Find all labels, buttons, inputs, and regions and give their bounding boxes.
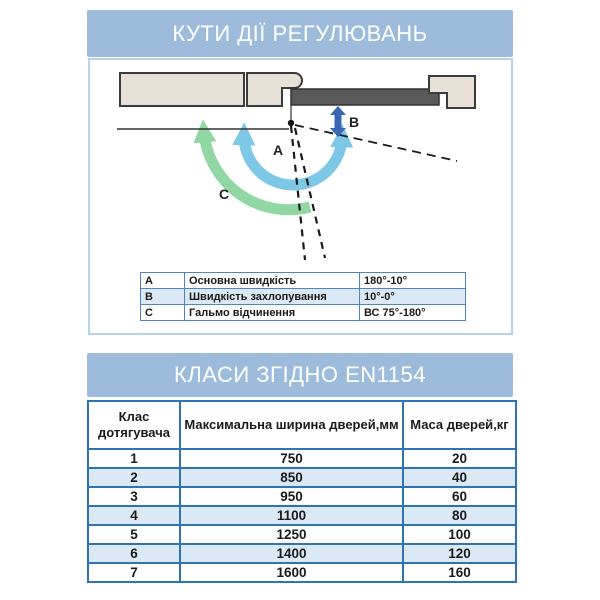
mass-cell: 80	[403, 506, 516, 525]
mass-cell: 160	[403, 563, 516, 582]
mass-cell: 60	[403, 487, 516, 506]
angle-value: ВС 75°-180°	[360, 305, 466, 321]
angle-key: B	[141, 289, 185, 305]
table-header-row	[88, 401, 516, 449]
width-cell: 750	[180, 449, 403, 468]
section2-title: КЛАСИ ЗГІДНО EN1154	[174, 362, 426, 387]
header-class: Клас дотягувача	[88, 401, 180, 449]
width-cell: 950	[180, 487, 403, 506]
angle-name: Гальмо відчинення	[185, 305, 360, 321]
class-cell: 1	[88, 449, 180, 468]
diagram-label-a: A	[273, 142, 284, 158]
mass-cell: 120	[403, 544, 516, 563]
mass-cell: 100	[403, 525, 516, 544]
class-cell: 2	[88, 468, 180, 487]
table-row	[88, 563, 516, 582]
angle-reference-line-0deg	[291, 126, 305, 260]
width-cell: 1100	[180, 506, 403, 525]
section2-title-banner	[87, 353, 513, 397]
table-row	[141, 289, 466, 305]
arrow-b-latch-action	[330, 106, 346, 137]
mass-cell: 20	[403, 449, 516, 468]
angle-value: 10°-0°	[360, 289, 466, 305]
header-mass: Маса дверей,кг	[403, 401, 516, 449]
class-cell: 5	[88, 525, 180, 544]
angles-table	[140, 272, 466, 321]
angle-name: Швидкість захлопування	[185, 289, 360, 305]
class-cell: 7	[88, 563, 180, 582]
door-leaf	[120, 73, 244, 106]
section1-title: КУТИ ДІЇ РЕГУЛЮВАНЬ	[172, 20, 428, 46]
class-cell: 3	[88, 487, 180, 506]
table-row	[141, 305, 466, 321]
closer-body	[291, 89, 439, 105]
section1-title-banner	[87, 10, 513, 57]
width-cell: 1250	[180, 525, 403, 544]
pivot-dot	[288, 120, 294, 126]
table-row	[88, 544, 516, 563]
width-cell: 850	[180, 468, 403, 487]
class-cell: 4	[88, 506, 180, 525]
classes-table	[87, 400, 517, 583]
table-row	[88, 506, 516, 525]
class-cell: 6	[88, 544, 180, 563]
table-row	[141, 273, 466, 289]
angle-reference-line-closing	[295, 128, 325, 258]
header-max-width: Максимальна ширина дверей,мм	[180, 401, 403, 449]
width-cell: 1400	[180, 544, 403, 563]
table-row	[88, 525, 516, 544]
angle-value: 180°-10°	[360, 273, 466, 289]
diagram-label-b: B	[349, 114, 360, 130]
angle-name: Основна швидкість	[185, 273, 360, 289]
table-row	[88, 487, 516, 506]
width-cell: 1600	[180, 563, 403, 582]
mass-cell: 40	[403, 468, 516, 487]
angle-key: A	[141, 273, 185, 289]
table-row	[88, 449, 516, 468]
angle-reference-line-10deg	[295, 125, 457, 161]
adjustment-angles-diagram	[88, 58, 513, 335]
angle-key: C	[141, 305, 185, 321]
diagram-label-c: C	[219, 186, 230, 202]
table-row	[88, 468, 516, 487]
